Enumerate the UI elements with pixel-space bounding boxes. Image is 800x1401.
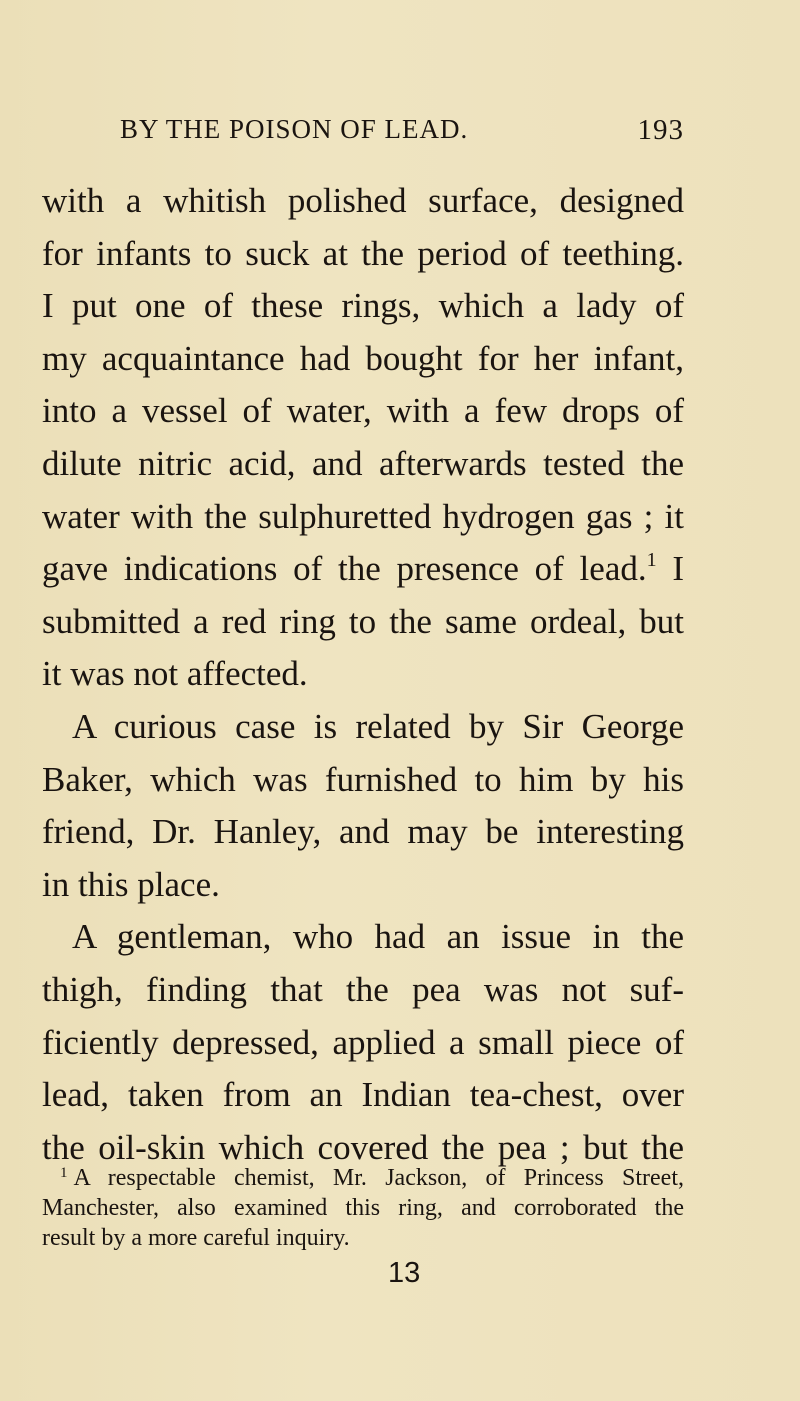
text-line: A gentleman, who had an issue in the (72, 917, 684, 957)
text-line: my acquaintance had bought for her infant, (42, 338, 684, 378)
text-line: ficiently depressed, applied a small piece of (42, 1022, 684, 1062)
body-text (42, 175, 684, 1174)
text-line: A curious case is related by Sir George (72, 706, 684, 746)
page-number: 193 (637, 114, 684, 146)
text-line: with a whitish polished surface, designed (42, 181, 684, 220)
footnote-reference: 1 (646, 549, 657, 572)
text-fragment: I (672, 549, 685, 589)
footnote (42, 1163, 684, 1253)
text-line: it was not affected. (42, 654, 308, 694)
text-line: into a vessel of water, with a few drops of (42, 391, 684, 431)
text-line: Baker, which was furnished to him by his (42, 759, 684, 799)
footnote-marker: 1 (60, 1165, 68, 1181)
footnote-line: result by a more careful inquiry. (42, 1225, 350, 1251)
text-line: submitted a red ring to the same ordeal, but (42, 601, 684, 641)
text-line: dilute nitric acid, and afterwards tested the (42, 443, 684, 483)
text-line: friend, Dr. Hanley, and may be interesting (42, 812, 684, 852)
text-line: for infants to suck at the period of teething. (42, 233, 684, 273)
running-title: BY THE POISON OF LEAD. (120, 114, 469, 144)
text-fragment: gave indications of the presence of lead. (42, 549, 647, 589)
footnote-line (42, 1163, 684, 1193)
text-line: thigh, finding that the pea was not suf- (42, 969, 684, 1009)
text-line: the oil-skin which covered the pea ; but the (42, 1127, 684, 1167)
text-line: I put one of these rings, which a lady of (42, 286, 684, 326)
text-line: in this place. (42, 864, 220, 904)
footnote-line: Manchester, also examined this ring, and corroborated the (42, 1195, 684, 1221)
signature-mark: 13 (388, 1257, 421, 1289)
footnote-text: A respectable chemist, Mr. Jackson, of Princess Street, (73, 1165, 684, 1191)
text-line: lead, taken from an Indian tea-chest, over (42, 1075, 684, 1115)
text-line: water with the sulphuretted hydrogen gas ; it (42, 496, 684, 536)
text-line-with-footnote (42, 543, 684, 596)
running-head (116, 114, 684, 148)
